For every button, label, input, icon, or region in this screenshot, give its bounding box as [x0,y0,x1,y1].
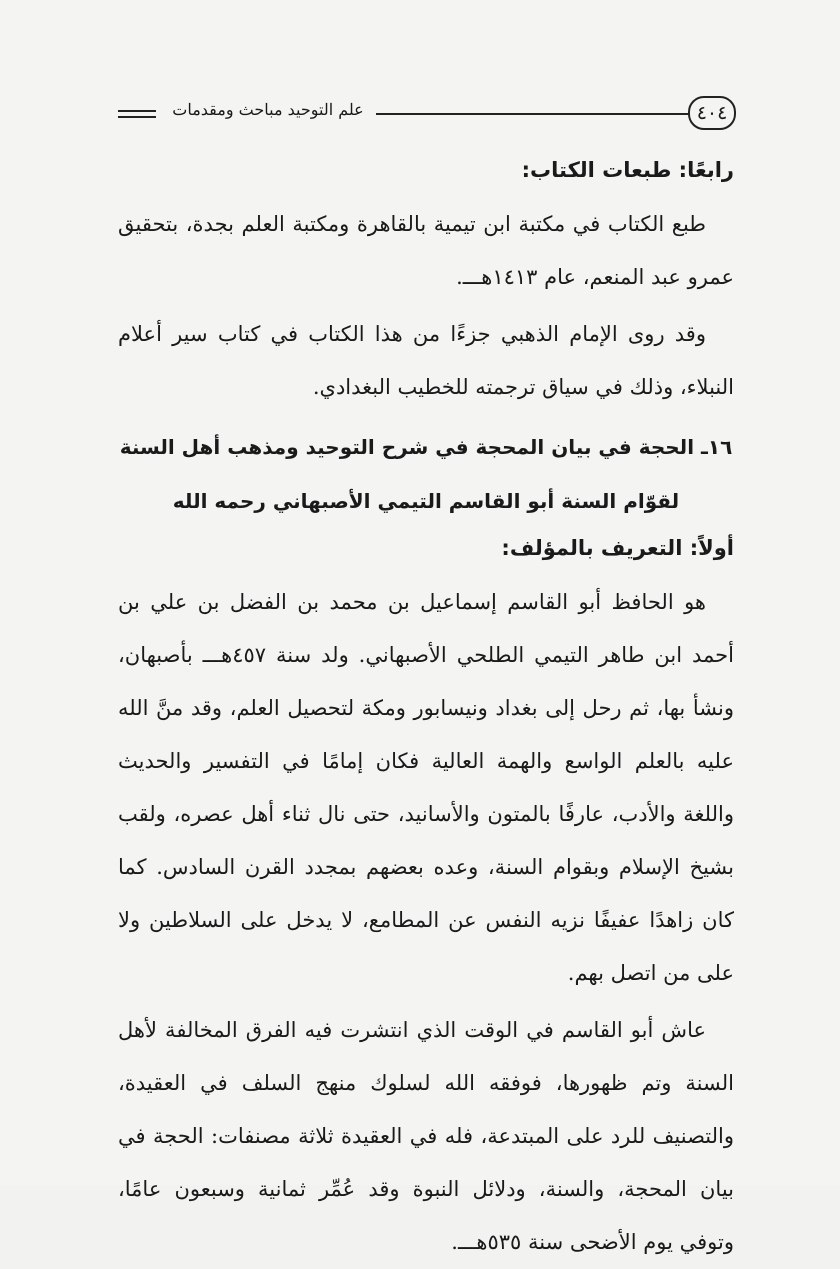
page-number: ٤٠٤ [688,96,736,130]
header-rule [376,113,691,115]
header-rule-left-top [118,110,156,112]
book-title-line-1: ١٦ـ الحجة في بيان المحجة في شرح التوحيد ومذهب أهل السنة [119,435,733,459]
page-body [118,150,734,1269]
running-header [118,94,736,138]
section-heading-author: أولاً: التعريف بالمؤلف: [501,536,734,560]
paragraph: طبع الكتاب في مكتبة ابن تيمية بالقاهرة ومكتبة العلم بجدة، بتحقيق عمرو عبد المنعم، عام ١٤١٣هـــ. [118,212,734,289]
paragraph: عاش أبو القاسم في الوقت الذي انتشرت فيه الفرق المخالفة لأهل السنة وتم ظهورها، فوفقه الله لسلوك منهج السلف في العقيدة، والتصنيف للرد على المبتدعة، فله في العقيدة ثلاثة مصنفات: الحجة في بيان المحجة، والسنة، ودلائل النبوة وقد عُمِّر ثمانية وسبعون عامًا، وتوفي يوم الأضحى سنة ٥٣٥هـــ. [118,1018,734,1254]
section-heading-editions: رابعًا: طبعات الكتاب: [521,158,734,182]
book-title-line-2: لقوّام السنة أبو القاسم التيمي الأصبهاني رحمه الله [172,489,680,513]
paragraph: وقد روى الإمام الذهبي جزءًا من هذا الكتاب في كتاب سير أعلام النبلاء، وذلك في سياق ترجمته للخطيب البغدادي. [118,322,734,399]
paragraph: هو الحافظ أبو القاسم إسماعيل بن محمد بن الفضل بن علي بن أحمد ابن طاهر التيمي الطلحي الأصبهاني. ولد سنة ٤٥٧هـــ بأصبهان، ونشأ بها، ثم رحل إلى بغداد ونيسابور ومكة لتحصيل العلم، وقد منَّ الله عليه بالعلم الواسع والهمة العالية فكان إمامًا في التفسير والحديث واللغة والأدب، عارفًا بالمتون والأسانيد، حتى نال ثناء أهل عصره، ولقب بشيخ الإسلام وبقوام السنة، وعده بعضهم بمجدد القرن السادس. كما كان زاهدًا عفيفًا نزيه النفس عن المطامع، لا يدخل على السلاطين ولا على من اتصل بهم. [118,590,734,985]
header-rule-left-bottom [118,116,156,118]
header-title: علم التوحيد مباحث ومقدمات [172,100,364,119]
